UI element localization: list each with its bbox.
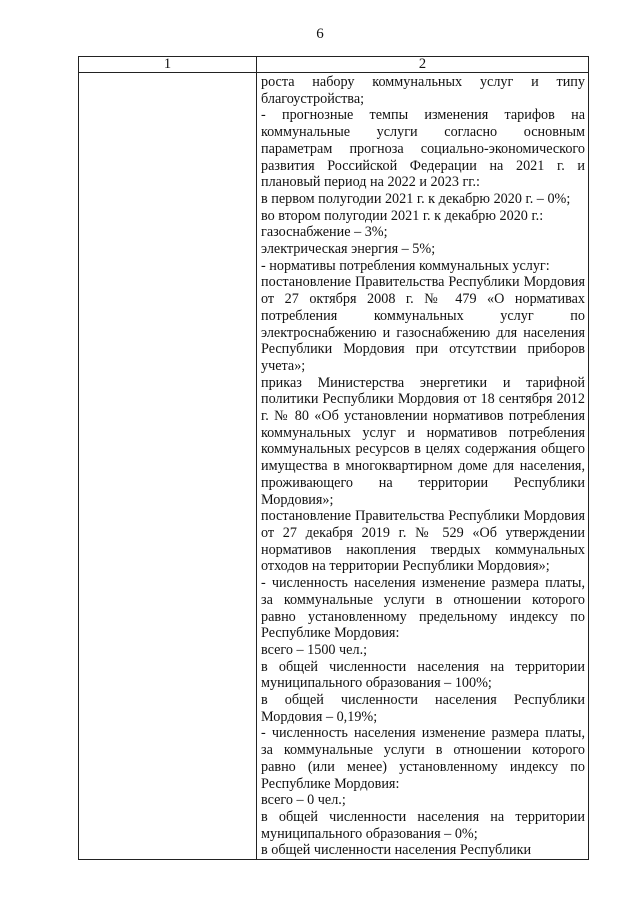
paragraph: электрическая энергия – 5%; xyxy=(261,241,436,258)
column-header-2: 2 xyxy=(257,57,589,73)
column-2-content xyxy=(257,73,588,859)
paragraph: роста набору коммунальных услуг и типу благоустройства; xyxy=(261,74,585,107)
paragraph: во втором полугодии 2021 г. к декабрю 2020 г.: xyxy=(261,207,544,224)
document-table xyxy=(78,56,589,860)
paragraph: - прогнозные темпы изменения тарифов на коммунальные услуги согласно основным параметрам прогноза социально-экономического развития Российской Федерации на 2021 г. и плановый период на 2022 и 2023 гг.: xyxy=(261,107,585,191)
paragraph: постановление Правительства Республики Мордовия от 27 октября 2008 г. № 479 «О нормативах потребления коммунальных услуг по электроснабжению и газоснабжению для населения Республики Мордовия при отсутствии приборов учета»; xyxy=(261,274,585,374)
paragraph: в первом полугодии 2021 г. к декабрю 2020 г. – 0%; xyxy=(261,190,571,207)
paragraph: в общей численности населения на территории муниципального образования – 0%; xyxy=(261,808,585,842)
column-1-cell xyxy=(79,73,257,860)
paragraph: - численность населения изменение размера платы, за коммунальные услуги в отношении которого равно (или менее) установленному индексу по Республике Мордовия: xyxy=(261,725,585,792)
table-body-row xyxy=(79,73,589,860)
table-header-row xyxy=(79,57,589,73)
paragraph: постановление Правительства Республики Мордовия от 27 декабря 2019 г. № 529 «Об утверждении нормативов накопления твердых коммунальных отходов на территории Республики Мордовия»; xyxy=(261,508,585,575)
paragraph: всего – 1500 чел.; xyxy=(261,641,368,658)
column-2-cell xyxy=(257,73,589,860)
paragraph: газоснабжение – 3%; xyxy=(261,224,388,241)
paragraph: в общей численности населения на территории муниципального образования – 100%; xyxy=(261,658,585,692)
paragraph: - нормативы потребления коммунальных услуг: xyxy=(261,257,550,274)
paragraph: всего – 0 чел.; xyxy=(261,792,346,809)
paragraph: - численность населения изменение размера платы, за коммунальные услуги в отношении которого равно установленному предельному индексу по Республике Мордовия: xyxy=(261,575,585,642)
page-number: 6 xyxy=(316,26,324,42)
paragraph: в общей численности населения Республики xyxy=(261,842,532,859)
paragraph: в общей численности населения Республики Мордовия – 0,19%; xyxy=(261,692,585,725)
paragraph: приказ Министерства энергетики и тарифной политики Республики Мордовия от 18 сентября 2012 г. № 80 «Об установлении нормативов потребления коммунальных услуг и нормативов потребления коммунальных ресурсов в целях содержания общего имущества в многоквартирном доме для населения, проживающего на территории Республики Мордовия»; xyxy=(261,374,585,508)
column-header-1: 1 xyxy=(79,57,257,73)
